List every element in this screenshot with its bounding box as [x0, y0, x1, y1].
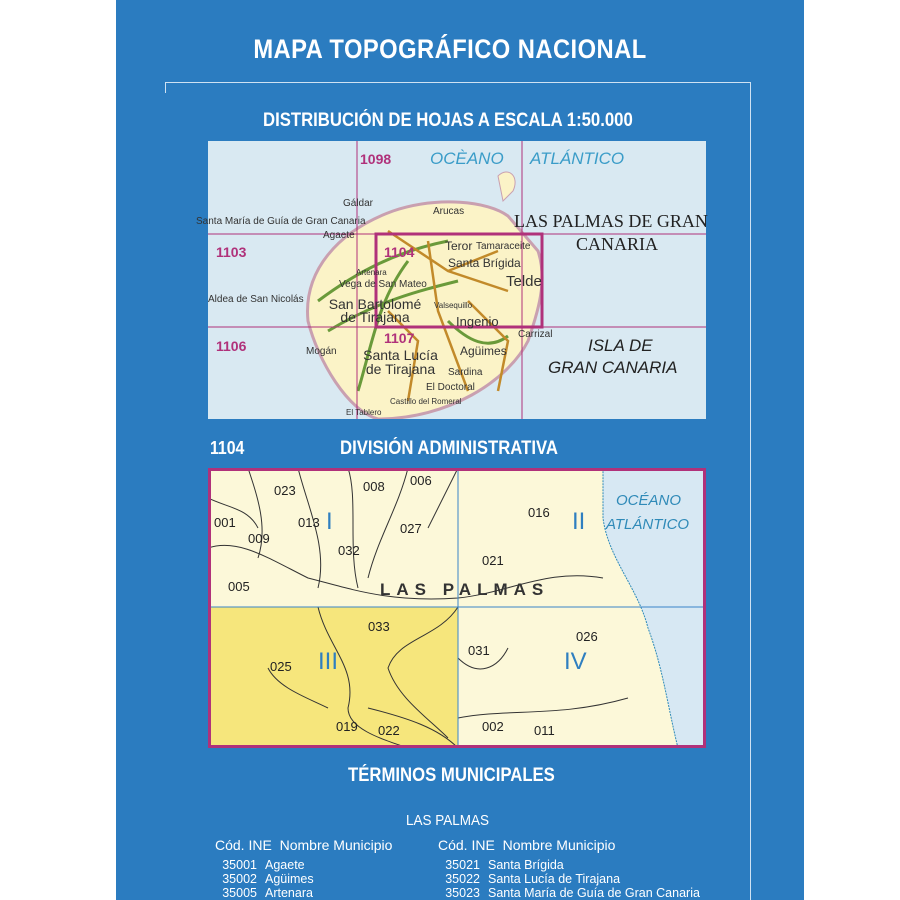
municipality-code: 001 [214, 515, 236, 530]
place-label: Tamaraceite [476, 241, 531, 252]
municipality-code: 033 [368, 619, 390, 634]
quadrant-label: II [572, 508, 586, 535]
place-label: Teror [445, 239, 473, 253]
place-label: Castillo del Romeral [390, 397, 462, 406]
sheet-label: 1098 [360, 151, 392, 167]
municipality-code: 006 [410, 473, 432, 488]
place-label: Sardina [448, 367, 483, 378]
place-label: Valsequillo [434, 301, 473, 310]
name: Santa Lucía de Tirajana [488, 872, 621, 886]
code: 35021 [445, 858, 480, 872]
province-label: LAS PALMAS [380, 580, 550, 599]
city-label: CANARIA [576, 234, 659, 254]
place-label: Arucas [433, 206, 465, 217]
municipality-table-left [215, 838, 392, 900]
code: 35001 [222, 858, 257, 872]
municipality-code: 026 [576, 629, 598, 644]
table-row [215, 886, 392, 900]
page-title: MAPA TOPOGRÁFICO NACIONAL [253, 34, 647, 64]
table-row [438, 858, 700, 872]
table-row [438, 886, 700, 900]
municipality-table-right [438, 838, 700, 900]
name: Santa Brígida [488, 858, 564, 872]
place-label: Vega de San Mateo [339, 279, 427, 290]
name: Santa María de Guía de Gran Canaria [488, 886, 700, 900]
place-label: Santa Lucía de Tirajana [363, 347, 438, 377]
municipality-code: 031 [468, 643, 490, 658]
ocean-label: OCÉANO [616, 492, 682, 509]
municipality-code: 032 [338, 543, 360, 558]
column-header-code: Cód. INE [438, 837, 495, 853]
municipality-code: 009 [248, 531, 270, 546]
municipalities-heading: TÉRMINOS MUNICIPALES [348, 765, 555, 786]
place-label: Agüimes [460, 344, 507, 358]
municipality-code: 022 [378, 723, 400, 738]
ocean-label: ATLÁNTICO [606, 516, 690, 533]
ocean-label: ATLÁNTICO [530, 149, 625, 168]
city-label: LAS PALMAS DE GRAN [514, 211, 708, 231]
code: 35022 [445, 872, 480, 886]
ocean-label: OCÈANO [430, 149, 504, 168]
sheet-label: 1106 [216, 338, 247, 354]
place-label: Agaete [323, 230, 355, 241]
place-label: El Doctoral [426, 382, 475, 393]
place-label: Santa Brígida [448, 256, 521, 270]
sheet-label: 1103 [216, 244, 247, 260]
column-header-name: Nombre Municipio [279, 837, 393, 853]
sheet-label: 1107 [384, 330, 415, 346]
place-label: Gáldar [343, 198, 374, 209]
municipality-code: 013 [298, 515, 320, 530]
table-row [438, 872, 700, 886]
island-label: GRAN CANARIA [548, 358, 678, 377]
place-label: Artenara [356, 268, 387, 277]
place-label: San Bartolomé de Tirajana [328, 296, 422, 325]
admin-sheet-number: 1104 [210, 438, 245, 458]
distribution-heading: DISTRIBUCIÓN DE HOJAS A ESCALA 1:50.000 [263, 110, 633, 131]
code: 35023 [445, 886, 480, 900]
island-label: ISLA DE [588, 336, 653, 355]
name: Agüimes [265, 872, 314, 886]
province-name: LAS PALMAS [406, 812, 490, 829]
column-header-name: Nombre Municipio [502, 837, 616, 853]
municipality-code: 011 [534, 723, 555, 738]
municipality-code: 023 [274, 483, 296, 498]
name: Artenara [265, 886, 313, 900]
place-label: El Tablero [346, 408, 382, 417]
code: 35005 [222, 886, 257, 900]
name: Agaete [265, 858, 305, 872]
column-header-code: Cód. INE [215, 837, 272, 853]
municipality-code: 005 [228, 579, 250, 594]
table-row [215, 872, 392, 886]
municipality-code: 002 [482, 719, 504, 734]
sheet-label: 1104 [384, 244, 415, 260]
place-label: Santa María de Guía de Gran Canaria [196, 216, 366, 227]
quadrant-label: I [326, 508, 333, 535]
municipality-code: 025 [270, 659, 292, 674]
quadrant-label: III [318, 648, 339, 675]
admin-heading: DIVISIÓN ADMINISTRATIVA [340, 438, 558, 459]
code: 35002 [222, 872, 257, 886]
municipality-code: 021 [482, 553, 504, 568]
municipality-code: 008 [363, 479, 385, 494]
place-label: Telde [506, 273, 542, 290]
place-label: Mogán [306, 346, 337, 357]
place-label: Aldea de San Nicolás [208, 294, 304, 305]
table-row [215, 858, 392, 872]
place-label: Carrizal [518, 329, 553, 340]
place-label: Ingenio [456, 314, 499, 329]
municipality-code: 016 [528, 505, 550, 520]
municipality-code: 019 [336, 719, 358, 734]
municipality-code: 027 [400, 521, 422, 536]
quadrant-label: IV [564, 648, 587, 675]
